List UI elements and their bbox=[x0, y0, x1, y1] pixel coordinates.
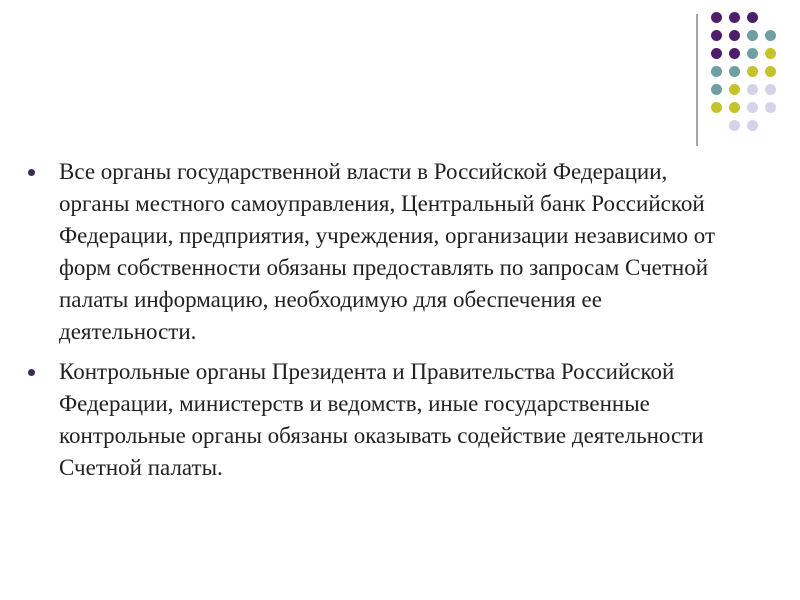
list-item bbox=[28, 356, 728, 484]
dot-teal bbox=[729, 66, 740, 77]
dot-purple bbox=[711, 12, 722, 23]
dot-teal bbox=[747, 48, 758, 59]
dot-olive bbox=[711, 102, 722, 113]
list-item bbox=[28, 156, 728, 348]
dot-lavender bbox=[765, 84, 776, 95]
dot-olive bbox=[747, 66, 758, 77]
bullet-list bbox=[28, 156, 728, 492]
dot-teal bbox=[711, 66, 722, 77]
dot-purple bbox=[711, 48, 722, 59]
dot-olive bbox=[729, 102, 740, 113]
dot-lavender bbox=[747, 102, 758, 113]
dot-purple bbox=[729, 12, 740, 23]
bullet-text: Контрольные органы Президента и Правительства Российской Федерации, министерств и ведомств, иные государственные контрольные органы обязаны оказывать содействие деятельности Счетной палаты. bbox=[59, 359, 704, 480]
dot-lavender bbox=[765, 102, 776, 113]
decorative-dot-grid bbox=[0, 0, 800, 140]
bullet-icon bbox=[28, 169, 35, 176]
dot-purple bbox=[729, 30, 740, 41]
dot-lavender bbox=[747, 120, 758, 131]
dot-olive bbox=[729, 84, 740, 95]
dot-lavender bbox=[747, 84, 758, 95]
dot-purple bbox=[729, 48, 740, 59]
bullet-icon bbox=[28, 369, 35, 376]
bullet-text: Все органы государственной власти в Российской Федерации, органы местного самоуправления, Центральный банк Российской Федерации, предприятия, учреждения, организации независимо от форм собственности обязаны предоставлять по запросам Счетной палаты информацию, необходимую для обеспечения ее деятельности. bbox=[59, 159, 716, 344]
dot-teal bbox=[765, 30, 776, 41]
dot-lavender bbox=[729, 120, 740, 131]
dot-olive bbox=[765, 48, 776, 59]
dot-purple bbox=[711, 30, 722, 41]
dot-teal bbox=[711, 84, 722, 95]
dot-purple bbox=[747, 12, 758, 23]
dot-teal bbox=[747, 30, 758, 41]
dot-olive bbox=[765, 66, 776, 77]
